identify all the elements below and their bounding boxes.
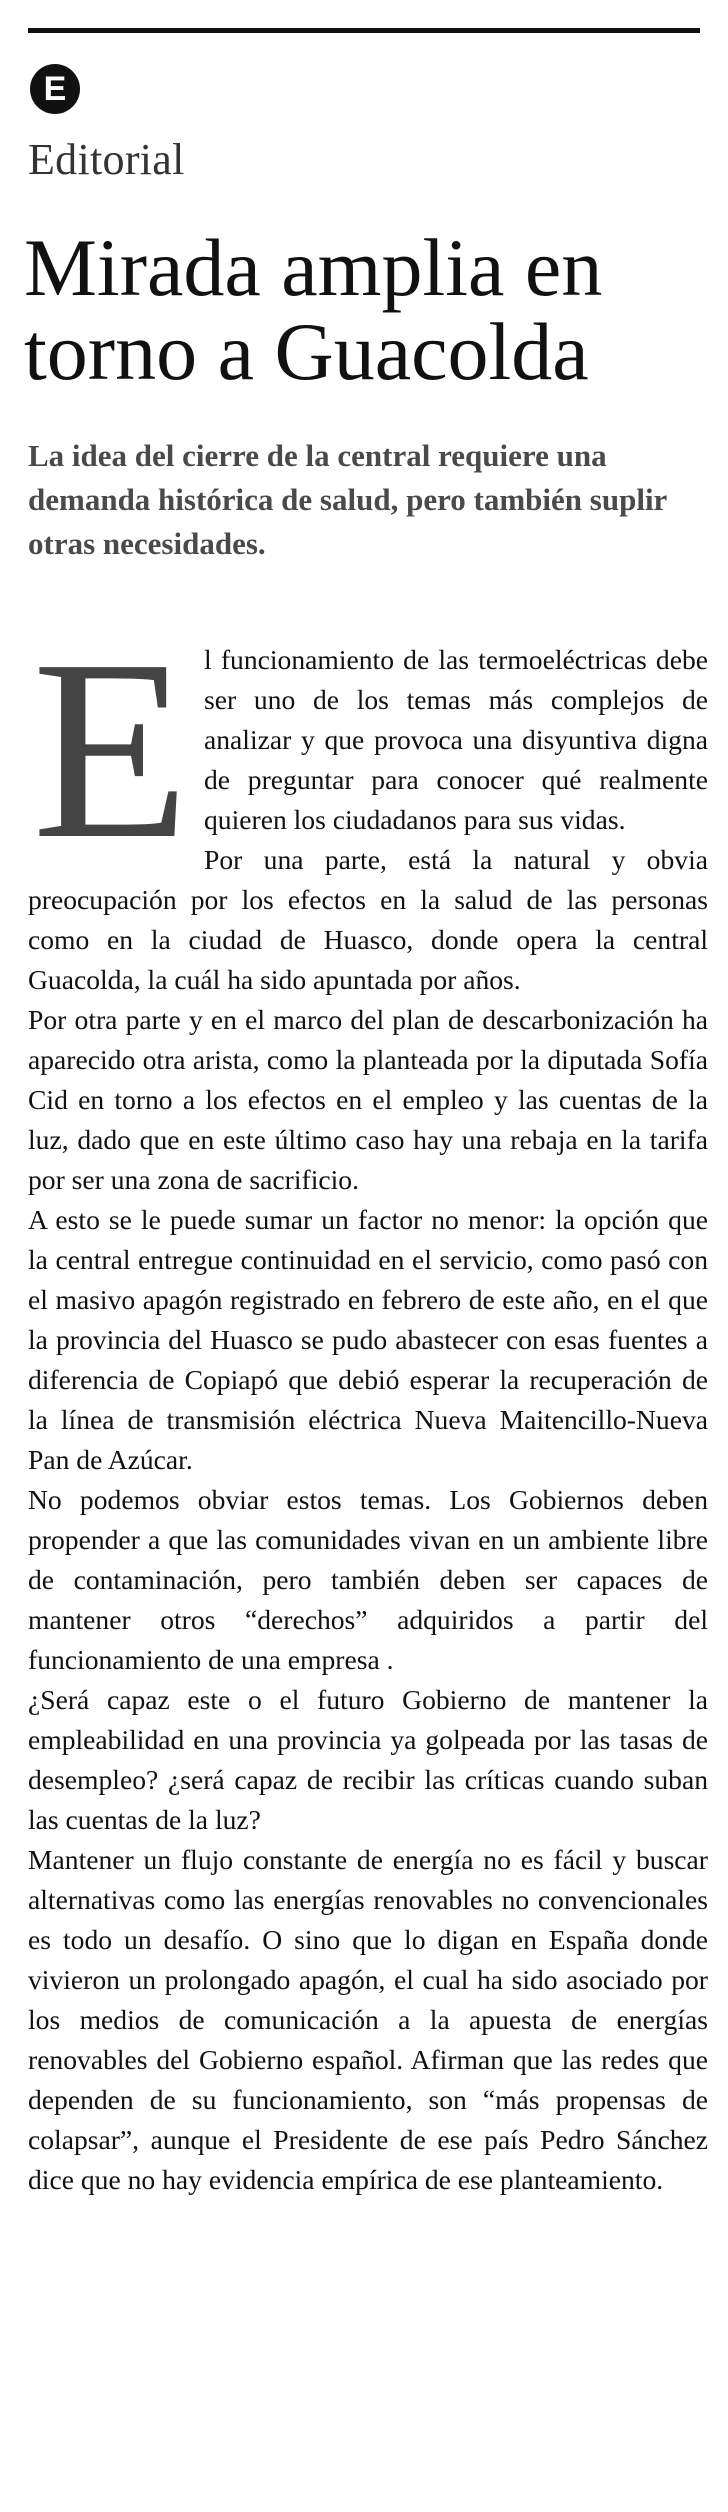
editorial-badge-icon: E <box>30 64 80 114</box>
body-paragraph: A esto se le puede sumar un factor no menor: la opción que la central entregue continuidad en el servicio, como pasó con el masivo apagón registrado en febrero de este año, en el que la provincia del Huasco se pudo abastecer con esas fuentes a diferencia de Copiapó que debió esperar la recuperación de la línea de transmisión eléctrica Nueva Maitencillo-Nueva Pan de Azúcar. <box>28 1204 708 1475</box>
drop-cap: E <box>32 606 190 892</box>
body-paragraph: Por una parte, está la natural y obvia preocupación por los efectos en la salud de las personas como en la ciudad de Huasco, donde opera la central Guacolda, la cuál ha sido apuntada por años. <box>28 844 708 995</box>
lead-paragraph-text: l funcionamiento de las termoeléctricas debe ser uno de los temas más complejos de analizar y que provoca una disyuntiva digna de preguntar para conocer qué realmente quieren los ciudadanos para sus vidas. <box>204 644 708 835</box>
body-paragraph: Por otra parte y en el marco del plan de descarbonización ha aparecido otra arista, como la planteada por la diputada Sofía Cid en torno a los efectos en el empleo y las cuentas de la luz, dado que en este último caso hay una rebaja en la tarifa por ser una zona de sacrificio. <box>28 1004 708 1195</box>
body-paragraph: Mantener un flujo constante de energía no es fácil y buscar alternativas como las energías renovables no convencionales es todo un desafío. O sino que lo digan en España donde vivieron un prolongado apagón, el cual ha sido asociado por los medios de comunicación a la apuesta de energías renovables del Gobierno español. Afirman que las redes que dependen de su funcionamiento, son “más propensas de colapsar”, aunque el Presidente de ese país Pedro Sánchez dice que no hay evidencia empírica de ese planteamiento. <box>28 1844 708 2195</box>
headline: Mirada amplia en torno a Guacolda <box>24 222 603 397</box>
top-rule <box>28 28 700 33</box>
article-body <box>28 606 708 2200</box>
section-label: Editorial <box>28 135 185 184</box>
deck-subtitle: La idea del cierre de la central requiere una demanda histórica de salud, pero también suplir otras necesidades. <box>28 438 667 561</box>
lead-paragraph <box>28 606 708 892</box>
body-paragraph: No podemos obviar estos temas. Los Gobiernos deben propender a que las comunidades vivan en un ambiente libre de contaminación, pero también deben ser capaces de mantener otros “derechos” adquiridos a partir del funcionamiento de una empresa . <box>28 1484 708 1675</box>
body-paragraph: ¿Será capaz este o el futuro Gobierno de mantener la empleabilidad en una provincia ya golpeada por las tasas de desempleo? ¿será capaz de recibir las críticas cuando suban las cuentas de la luz? <box>28 1684 708 1835</box>
